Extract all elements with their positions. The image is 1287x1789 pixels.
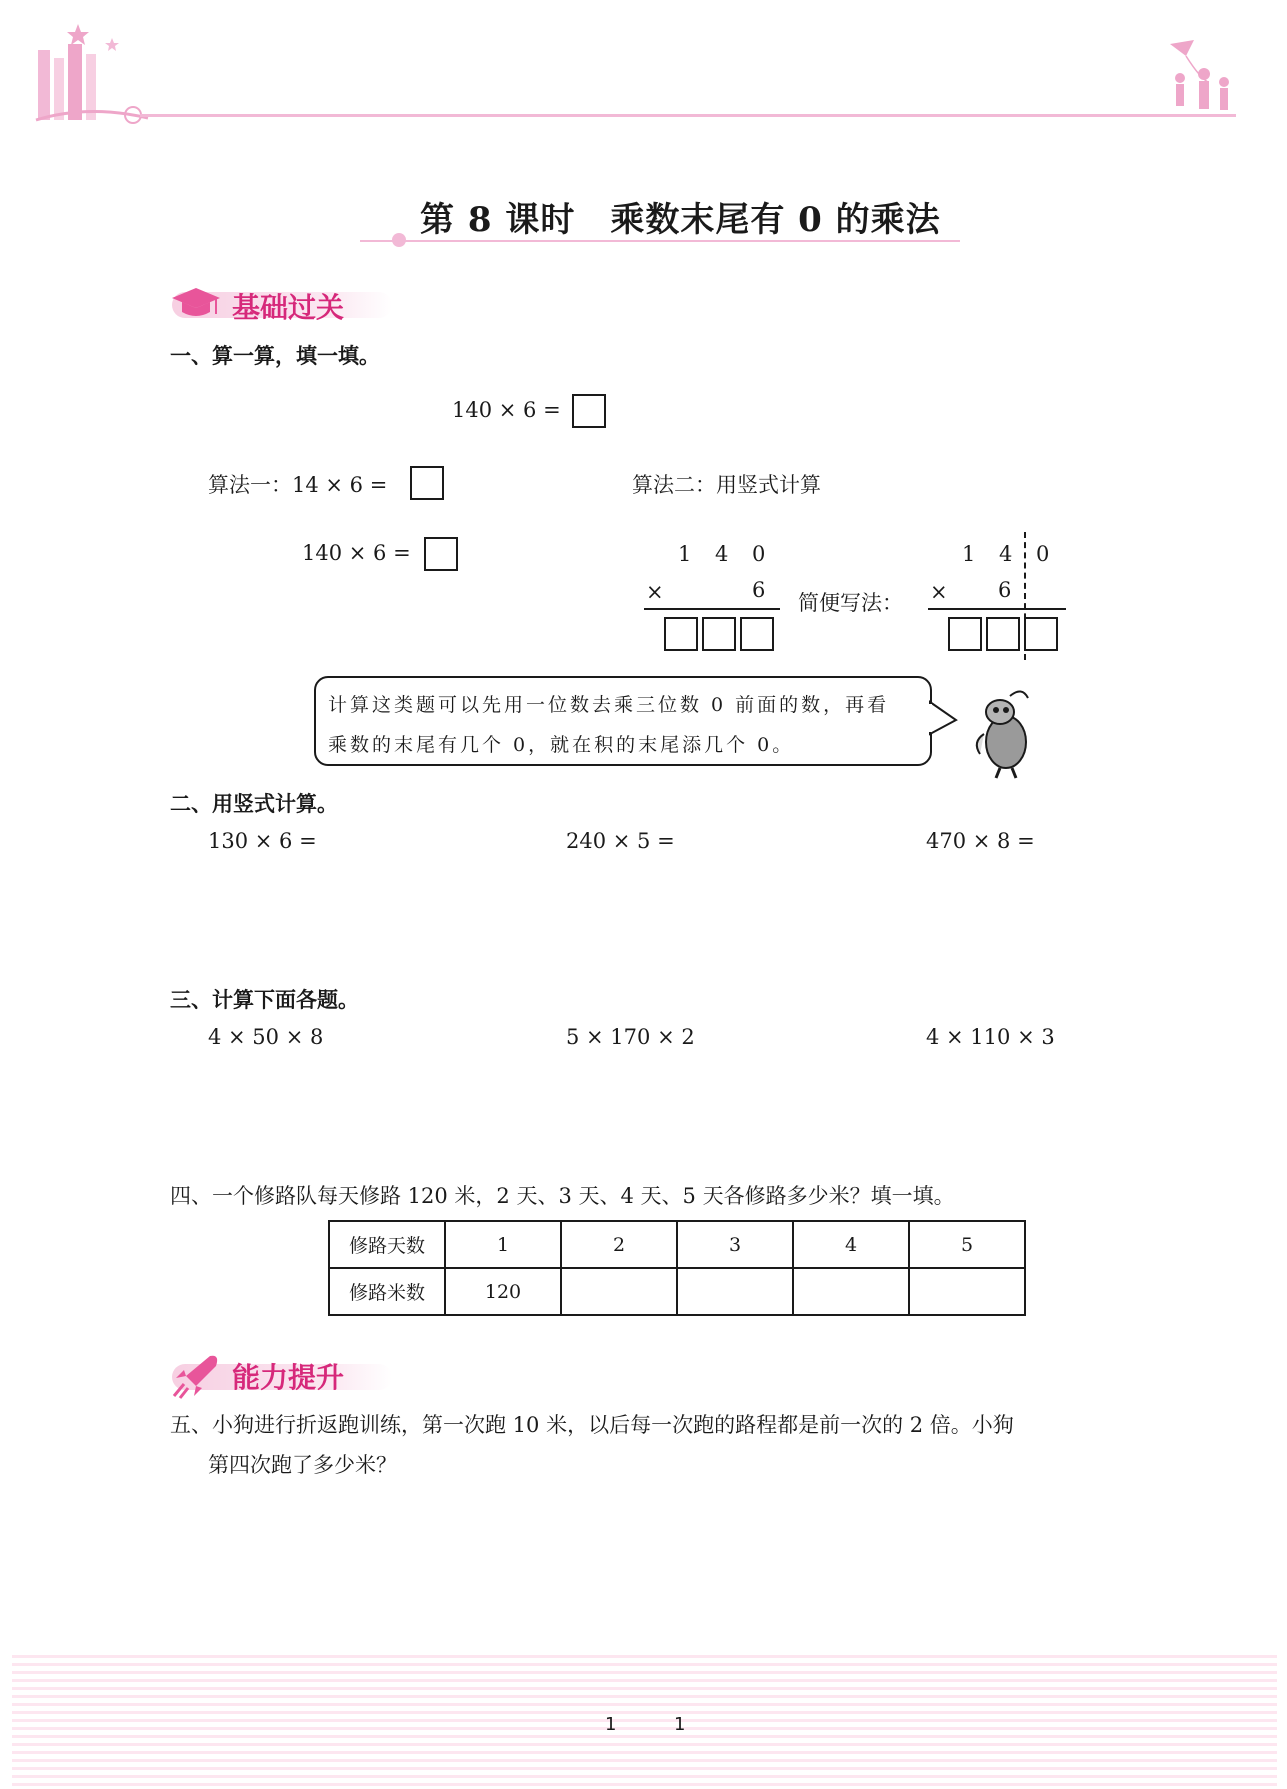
multiplicand-digit: 4 [999,542,1013,566]
q2-item: 130 × 6 = [208,829,317,853]
q2-item: 240 × 5 = [566,829,675,853]
q3-item: 4 × 50 × 8 [208,1025,324,1049]
day-cell: 4 [793,1221,909,1268]
header-rule [140,114,1236,117]
lesson-title: 第 8 课时 乘数末尾有 0 的乘法 [420,200,941,240]
q1-method1-label: 算法一：14 × 6 = [208,473,388,497]
sum-line [928,608,1066,610]
books-stars-icon [28,20,158,130]
product-digit-box[interactable] [948,617,982,651]
q2-item: 470 × 8 = [926,829,1035,853]
section-title-basic: 基础过关 [232,291,345,324]
multiplier-digit: 6 [998,578,1012,602]
footer-band [12,1655,1277,1789]
section-title-advanced: 能力提升 [232,1361,345,1394]
meters-cell: 120 [445,1268,561,1315]
title-underline [360,240,960,242]
q1-method1-answer-box[interactable] [410,466,444,500]
q1-method1-line2-box[interactable] [424,537,458,571]
title-bullet [392,233,406,247]
tip-line-1: 计算这类题可以先用一位数去乘三位数 0 前面的数，再看 [328,694,890,716]
meters-answer-cell[interactable] [909,1268,1025,1315]
bubble-tail [928,700,958,736]
row-label-meters: 修路米数 [329,1268,445,1315]
bird-mascot-icon [966,682,1046,782]
row-label-days: 修路天数 [329,1221,445,1268]
q4-heading: 四、一个修路队每天修路 120 米，2 天、3 天、4 天、5 天各修路多少米？填一填。 [170,1184,955,1208]
meters-answer-cell[interactable] [677,1268,793,1315]
q1-main-expression: 140 × 6 = [452,398,561,422]
product-digit-box[interactable] [986,617,1020,651]
times-sign: × [646,580,664,604]
sum-line [644,608,780,610]
day-cell: 5 [909,1221,1025,1268]
q5-line-2: 第四次跑了多少米？ [208,1453,397,1477]
zero-separator-dashed-line [1024,532,1026,660]
table-row [329,1221,1025,1268]
q1-method2-label: 算法二：用竖式计算 [632,473,821,497]
rocket-icon [170,1350,222,1400]
product-digit-box[interactable] [1024,617,1058,651]
q3-item: 4 × 110 × 3 [926,1025,1055,1049]
multiplicand-digit: 0 [1036,542,1050,566]
day-cell: 3 [677,1221,793,1268]
shortcut-label: 简便写法： [798,591,903,615]
q2-heading: 二、用竖式计算。 [170,792,338,816]
day-cell: 1 [445,1221,561,1268]
multiplicand-digit: 1 [678,542,692,566]
product-digit-box[interactable] [702,617,736,651]
product-digit-box[interactable] [740,617,774,651]
q5-line-1: 五、小狗进行折返跑训练，第一次跑 10 米，以后每一次跑的路程都是前一次的 2 倍。小狗 [170,1413,1014,1437]
multiplicand-digit: 4 [715,542,729,566]
times-sign: × [930,580,948,604]
kids-kite-icon [1160,38,1240,118]
q3-item: 5 × 170 × 2 [566,1025,695,1049]
q3-heading: 三、计算下面各题。 [170,988,359,1012]
road-table [328,1220,1026,1316]
q1-method1-line2: 140 × 6 = [302,541,411,565]
table-row [329,1268,1025,1315]
tip-speech-bubble [314,676,932,766]
product-digit-box[interactable] [664,617,698,651]
meters-answer-cell[interactable] [561,1268,677,1315]
multiplicand-digit: 1 [962,542,976,566]
day-cell: 2 [561,1221,677,1268]
q1-heading: 一、算一算，填一填。 [170,344,380,368]
meters-answer-cell[interactable] [793,1268,909,1315]
page-number: 1 [674,1714,686,1735]
multiplicand-digit: 0 [752,542,766,566]
page-number: 1 [605,1714,617,1735]
tip-line-2: 乘数的末尾有几个 0，就在积的末尾添几个 0。 [328,734,795,756]
graduation-cap-icon [170,284,222,324]
q1-main-answer-box[interactable] [572,394,606,428]
multiplier-digit: 6 [752,578,766,602]
